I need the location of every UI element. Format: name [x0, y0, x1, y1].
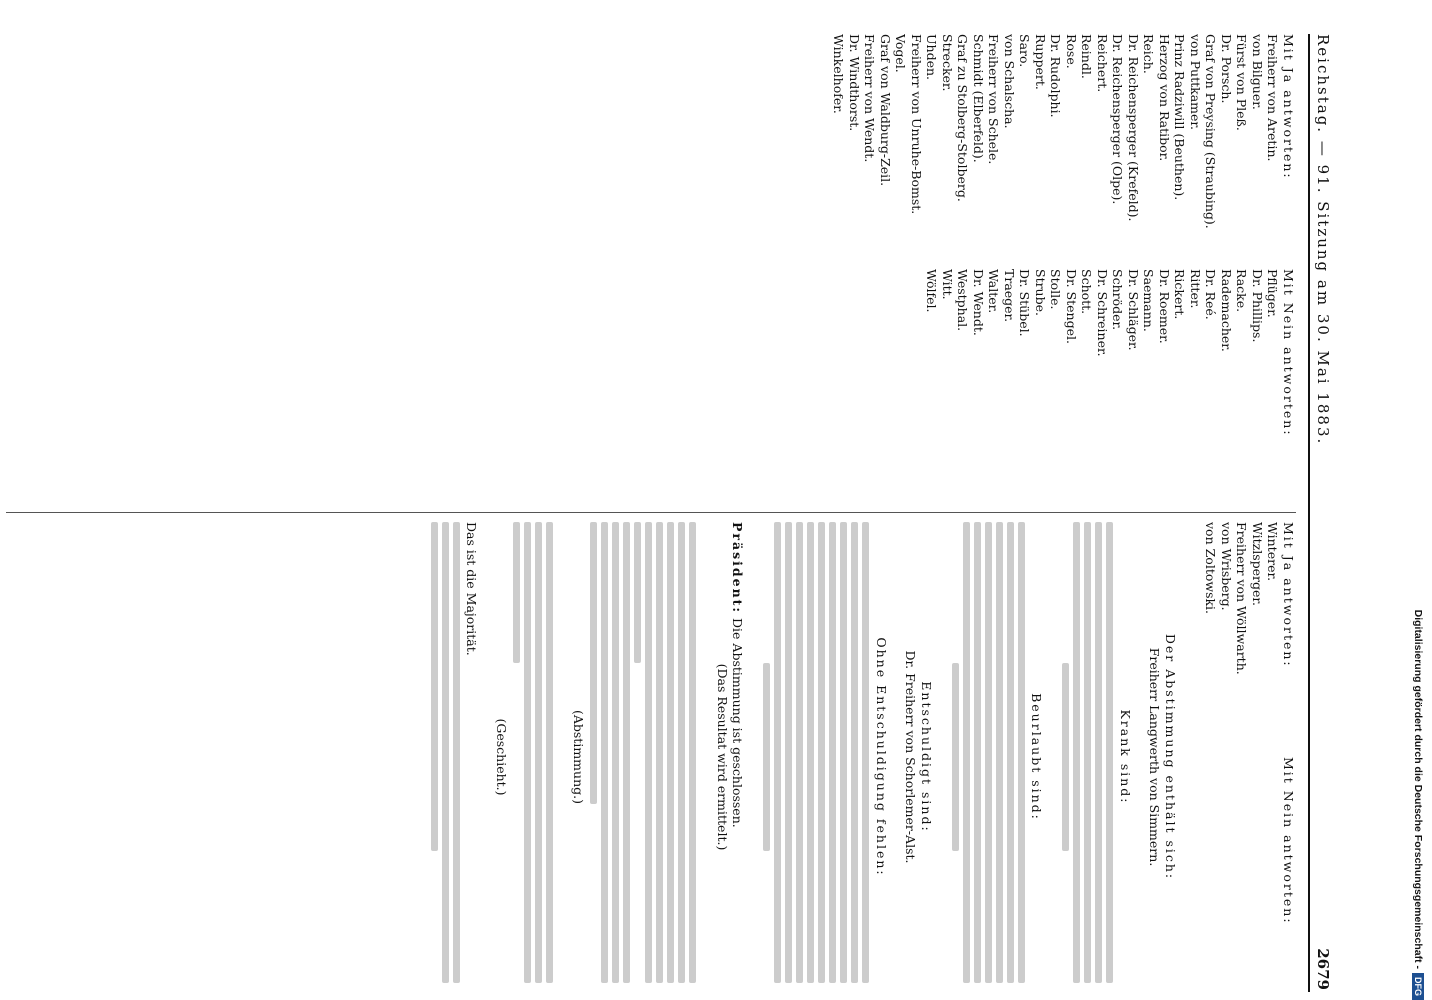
- left-ja-list: [831, 34, 1296, 259]
- ja-name: von Wrisberg.: [1219, 522, 1234, 611]
- left-column: [6, 34, 1296, 504]
- right-ja-list: [1203, 522, 1296, 747]
- right-ja-names: [1203, 522, 1281, 747]
- digitization-notice: [1402, 0, 1424, 1000]
- ja-name: Ruppert.: [1033, 34, 1048, 90]
- ja-name: Freiherr von Wendt.: [862, 34, 878, 163]
- ja-name: Reindl.: [1079, 34, 1095, 79]
- ja-name: Winkelhofer.: [831, 34, 847, 114]
- nein-name: Dr. Roemer.: [1157, 269, 1172, 344]
- nein-name: Dr. Stengel.: [1064, 269, 1079, 344]
- abstain-text: Freiherr Langwerth von Simmern.: [1147, 647, 1163, 867]
- ja-name: Fürst von Pleß.: [1234, 34, 1250, 131]
- ja-name: Herzog von Ratibor.: [1157, 34, 1172, 162]
- right-column: [6, 522, 1296, 992]
- ja-name: Schmidt (Elberfeld).: [971, 34, 986, 163]
- nein-name: Witt.: [940, 269, 955, 300]
- nein-name: Wölfel.: [924, 269, 940, 313]
- nein-name: Schott.: [1079, 269, 1095, 315]
- president-label: Präsident:: [730, 522, 746, 615]
- right-nein-list: [1281, 757, 1297, 982]
- ja-name: Strecker.: [940, 34, 955, 92]
- nein-name: Rickert.: [1172, 269, 1188, 320]
- ja-name: Dr. Windthorst.: [847, 34, 862, 132]
- entschuldigt-heading: Entschuldigt sind:: [919, 681, 934, 833]
- ja-name: Rose.: [1064, 34, 1079, 69]
- nein-name: Traeger.: [1002, 269, 1017, 323]
- nein-name: Dr. Wendt.: [971, 269, 986, 336]
- ja-name: Dr. Reichensperger (Olpe).: [1110, 34, 1126, 205]
- entschuldigt-text: Dr. Freiherr von Schorlemer-Alst.: [903, 650, 919, 864]
- nein-name: Saemann.: [1141, 269, 1157, 332]
- ja-name: Freiherr von Unruhe-Bomst.: [909, 34, 924, 215]
- text-columns: [6, 34, 1296, 992]
- ja-name: Freiherr von Schele.: [986, 34, 1002, 165]
- left-nein-names: [924, 269, 1281, 494]
- ja-name: Winterer.: [1265, 522, 1281, 582]
- ja-name: Prinz Radziwill (Beuthen).: [1172, 34, 1188, 201]
- dfg-logo: DFG: [1412, 973, 1424, 1000]
- column-divider: [6, 512, 1296, 513]
- right-body: [427, 522, 1178, 992]
- ja-name: Dr. Rudolphi.: [1048, 34, 1064, 118]
- pause-note: (Abstimmung.): [571, 709, 587, 804]
- ja-name: Dr. Porsch.: [1219, 34, 1234, 104]
- header-rule: [1308, 34, 1310, 992]
- ja-name: von Zoltowski.: [1203, 522, 1219, 615]
- nein-name: Rademacher.: [1219, 269, 1234, 352]
- ja-name: Reichert.: [1095, 34, 1110, 93]
- ja-name: Freiherr von Wöllwarth.: [1234, 522, 1250, 675]
- ja-name: Reich.: [1141, 34, 1157, 74]
- nein-name: Westphal.: [955, 269, 971, 332]
- nein-name: Schröder.: [1110, 269, 1126, 331]
- left-ja-heading: Mit Ja antworten:: [1281, 34, 1296, 180]
- ja-name: Saro.: [1017, 34, 1033, 68]
- left-nein-list: [924, 269, 1296, 494]
- ja-name: Uhden.: [924, 34, 940, 81]
- page-header: [1302, 0, 1346, 1000]
- ja-name: Vogel.: [893, 34, 909, 73]
- ja-name: von Bilguer.: [1250, 34, 1265, 110]
- digitization-text: Digitalisierung gefördert durch die Deutsche Forschungsgemeinschaft -: [1412, 609, 1424, 969]
- nein-name: Ritter.: [1188, 269, 1203, 309]
- nein-name: Dr. Stübel.: [1017, 269, 1033, 337]
- beurlaubt-heading: Beurlaubt sind:: [1029, 693, 1045, 821]
- header-title: Reichstag. — 91. Sitzung am 30. Mai 1883.: [1314, 34, 1332, 446]
- right-ja-heading: Mit Ja antworten:: [1281, 522, 1296, 668]
- nein-name: Walter.: [986, 269, 1002, 314]
- left-nein-heading: Mit Nein antworten:: [1281, 269, 1296, 437]
- nein-name: Dr. Schläger.: [1126, 269, 1141, 351]
- majority-text: Das ist die Majorität.: [464, 522, 480, 656]
- nein-name: Strube.: [1033, 269, 1048, 316]
- ja-name: von Schalscha.: [1002, 34, 1017, 129]
- happened-note: (Geschieht.): [494, 718, 509, 796]
- result-note: (Das Resultat wird ermittelt.): [715, 663, 730, 851]
- nein-name: Dr. Schreiner.: [1095, 269, 1110, 357]
- nein-name: Pflüger.: [1265, 269, 1281, 318]
- right-nein-heading: Mit Nein antworten:: [1281, 757, 1296, 925]
- ohne-heading: Ohne Entschuldigung fehlen:: [874, 637, 889, 877]
- ja-name: Graf von Waldburg-Zeil.: [878, 34, 893, 187]
- president-statement: [730, 522, 746, 992]
- krank-heading: Krank sind:: [1118, 709, 1133, 805]
- nein-name: Dr. Reé.: [1203, 269, 1219, 320]
- left-ja-names: [831, 34, 1281, 259]
- ja-name: Witzlsperger.: [1250, 522, 1265, 606]
- president-text: Die Abstimmung ist geschlossen.: [730, 618, 746, 828]
- nein-name: Dr. Phillips.: [1250, 269, 1265, 343]
- abstain-heading: Der Abstimmung enthält sich:: [1163, 633, 1178, 881]
- ja-name: Graf zu Stolberg-Stolberg.: [955, 34, 971, 202]
- page-number: 2679: [1314, 948, 1332, 990]
- nein-name: Stolle.: [1048, 269, 1064, 310]
- nein-name: Racke.: [1234, 269, 1250, 313]
- ja-name: Freiherr von Aretin.: [1265, 34, 1281, 162]
- ja-name: Dr. Reichensperger (Krefeld).: [1126, 34, 1141, 222]
- ja-name: von Puttkamer.: [1188, 34, 1203, 130]
- ja-name: Graf von Preysing (Straubing).: [1203, 34, 1219, 229]
